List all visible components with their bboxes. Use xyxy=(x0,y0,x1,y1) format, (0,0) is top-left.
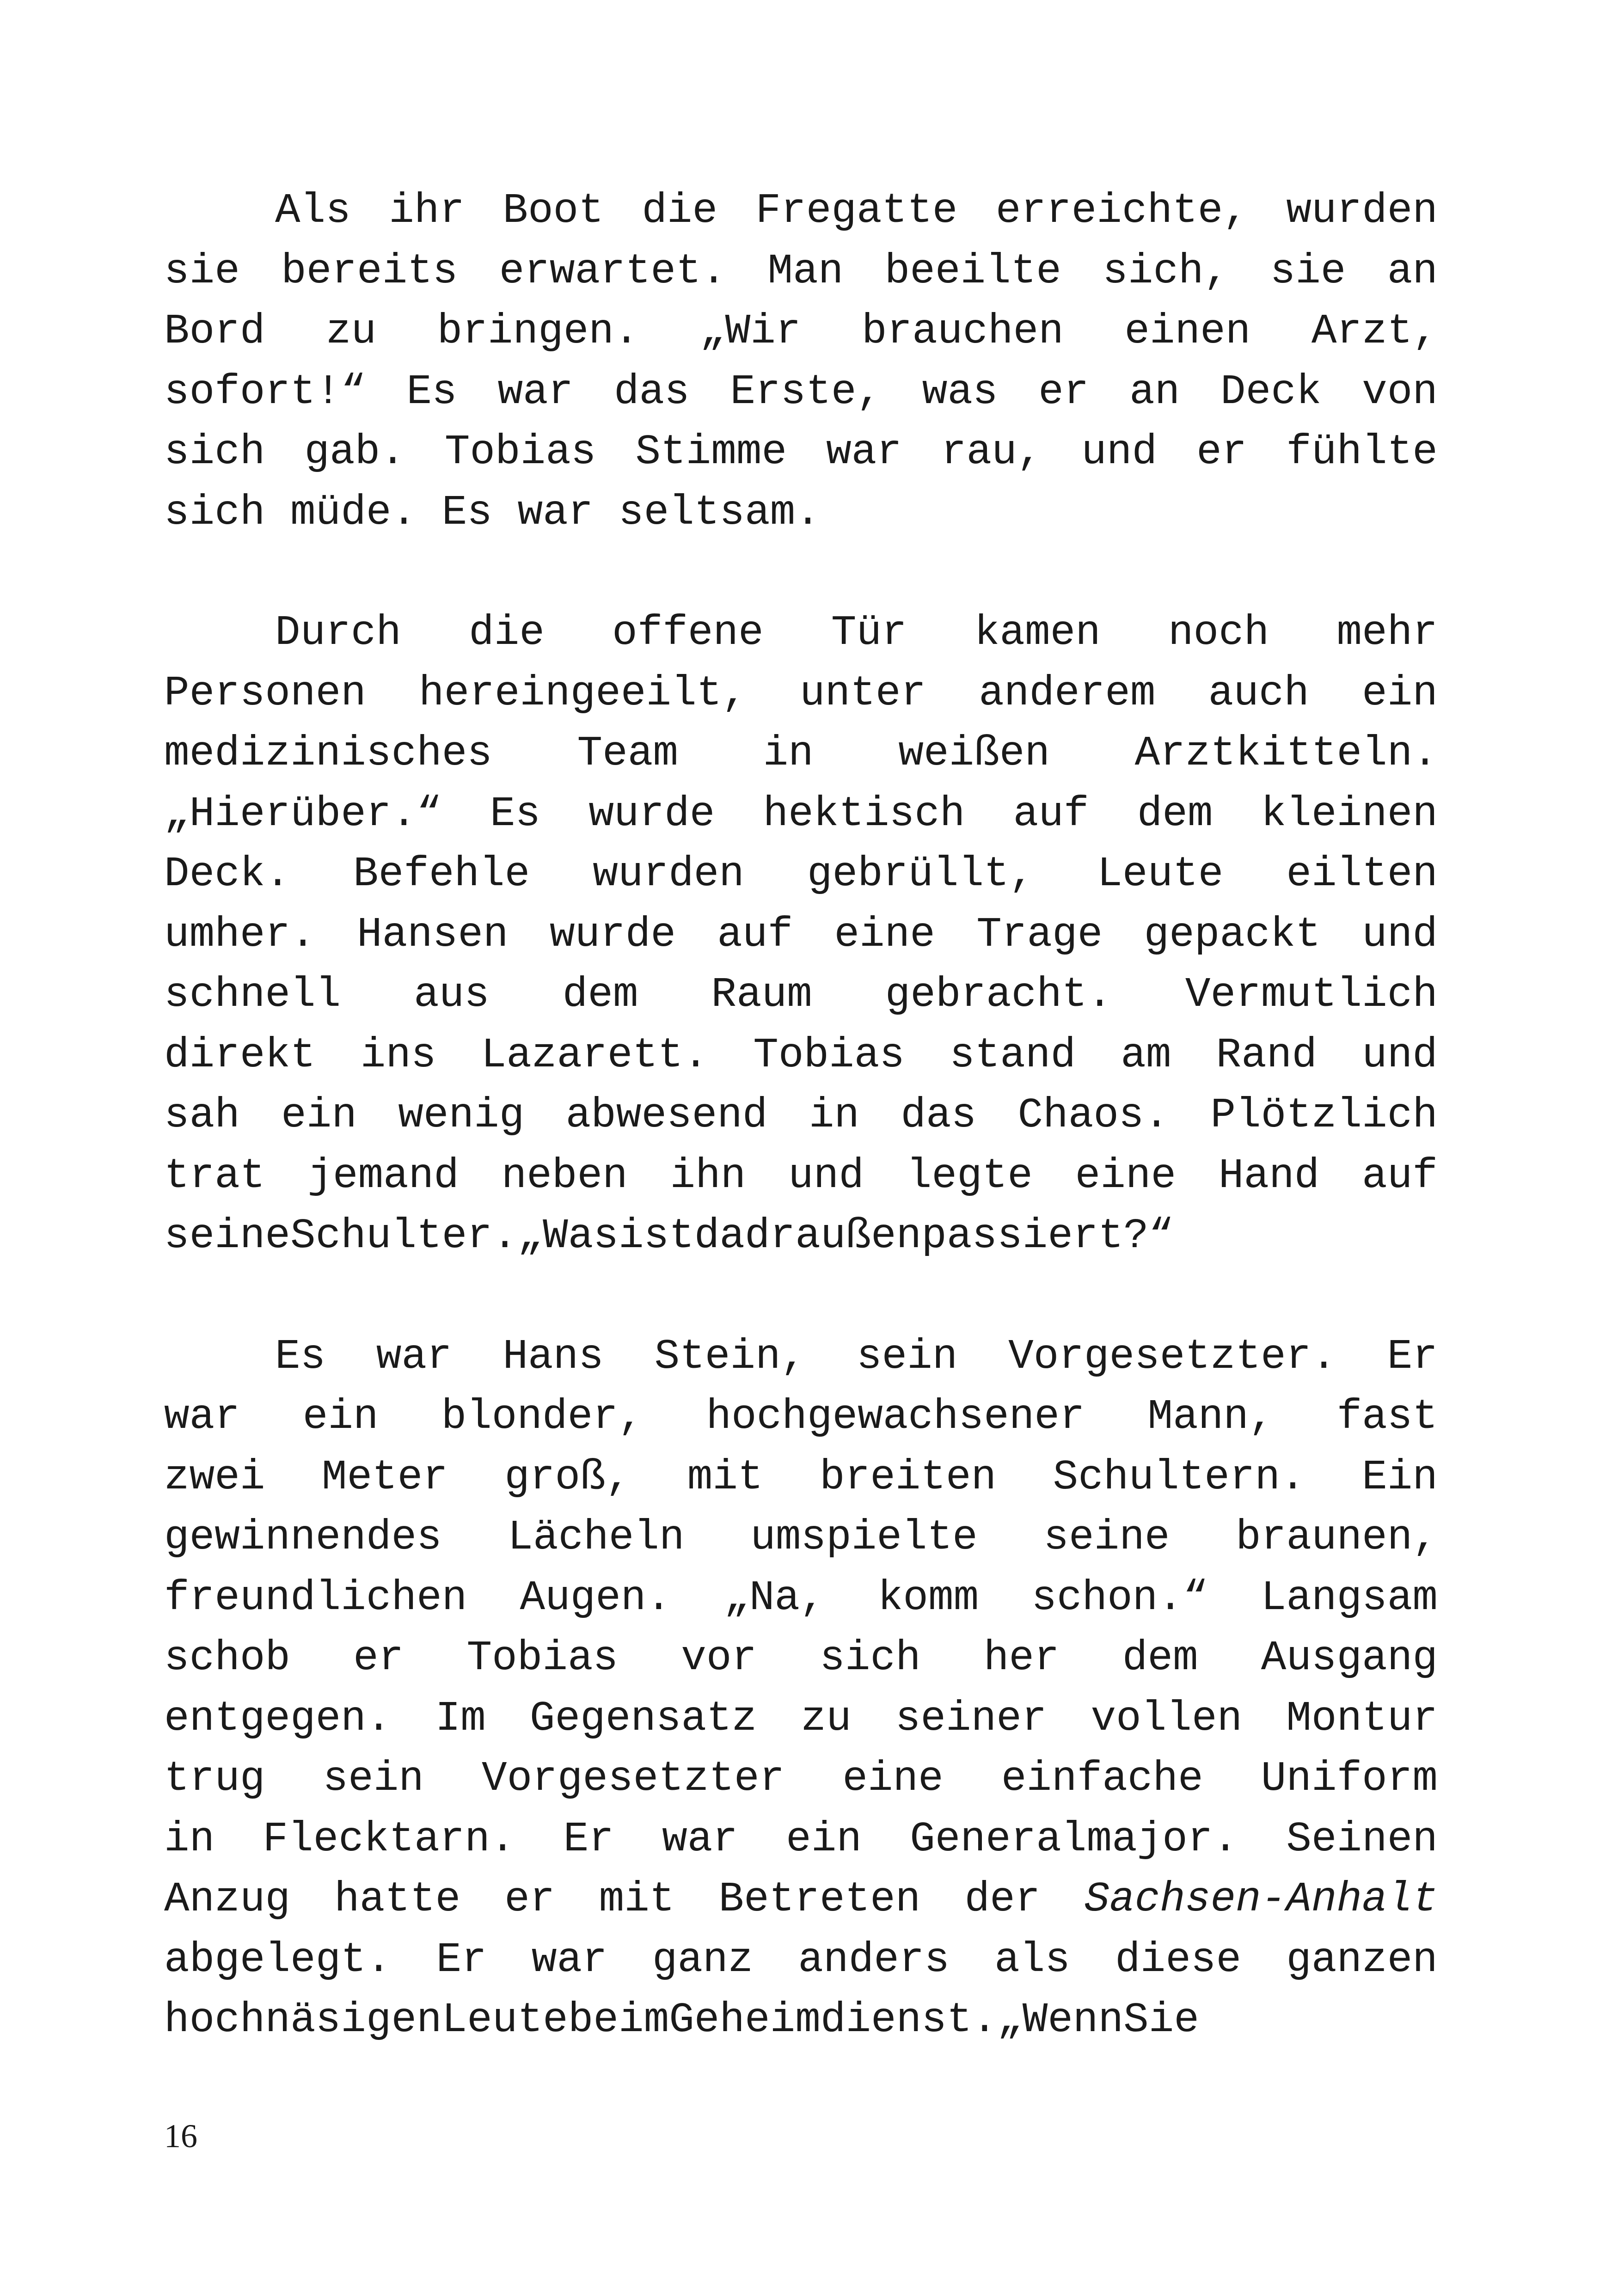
word: eine xyxy=(842,1755,944,1803)
word: Arzt, xyxy=(1311,308,1438,355)
word: anders xyxy=(798,1936,950,1984)
word: wurden xyxy=(593,851,744,898)
word: Hans xyxy=(503,1333,604,1381)
word: draußen xyxy=(745,1212,922,1260)
paragraph xyxy=(164,603,1438,1267)
word: gebrüllt, xyxy=(807,851,1035,898)
word: mit xyxy=(599,1876,675,1923)
word: beeilte xyxy=(884,247,1061,295)
word: her xyxy=(983,1635,1060,1682)
word: Lächeln xyxy=(508,1514,685,1561)
word: wenig xyxy=(398,1092,525,1139)
word: diese xyxy=(1115,1936,1242,1984)
word: Stein, xyxy=(654,1333,806,1381)
word: neben xyxy=(501,1152,628,1200)
word: Befehle xyxy=(353,851,530,898)
word: Im xyxy=(435,1695,486,1743)
word: offene xyxy=(612,609,764,657)
word: Sie xyxy=(1123,1996,1199,2044)
word: ein xyxy=(786,1815,862,1863)
word: direkt xyxy=(164,1031,316,1079)
text-line xyxy=(164,664,1438,724)
word: kamen xyxy=(974,609,1101,657)
word: Hansen xyxy=(356,911,509,959)
word: Leute xyxy=(1097,851,1224,898)
word: trat xyxy=(164,1152,265,1200)
word: mit xyxy=(687,1453,763,1501)
word: umher. xyxy=(164,911,316,959)
text-line xyxy=(164,1930,1438,1991)
word: Bord xyxy=(164,308,265,355)
word: seine xyxy=(1043,1514,1170,1561)
word: und xyxy=(1362,911,1438,959)
word: unter xyxy=(800,669,926,717)
word: bringen. xyxy=(437,308,639,355)
text-line xyxy=(164,603,1438,664)
word: Stimme xyxy=(635,429,787,476)
word: Flecktarn. xyxy=(263,1815,515,1863)
word: er xyxy=(353,1635,404,1682)
word: Es xyxy=(275,1333,326,1381)
word: dem xyxy=(562,971,638,1019)
word: hatte xyxy=(334,1876,461,1923)
word: Chaos. xyxy=(1017,1092,1170,1139)
word: „Hierüber.“ xyxy=(164,790,442,838)
word: Erste, xyxy=(730,368,882,416)
word: rau, xyxy=(941,429,1042,476)
word: hochnäsigen xyxy=(164,1996,442,2044)
word: auch xyxy=(1208,669,1310,717)
word: war xyxy=(826,429,902,476)
word: Ausgang xyxy=(1261,1635,1438,1682)
word: Trage xyxy=(976,911,1103,959)
word: legte xyxy=(906,1152,1033,1200)
word: gebracht. xyxy=(885,971,1113,1019)
word: Anzug xyxy=(164,1876,291,1923)
word: Deck xyxy=(1220,368,1322,416)
word: weißen xyxy=(898,730,1050,778)
word: Generalmajor. xyxy=(910,1815,1238,1863)
word: sie xyxy=(1270,247,1346,295)
word: Arztkitteln. xyxy=(1134,730,1438,778)
word: blonder, xyxy=(441,1393,644,1441)
word: die xyxy=(642,187,718,235)
word: fast xyxy=(1336,1393,1438,1441)
word: Vorgesetzter. xyxy=(1008,1333,1337,1381)
word: Tobias xyxy=(753,1031,905,1079)
word: „Na, xyxy=(724,1574,825,1622)
word: sich müde. Es war seltsam. xyxy=(164,489,821,537)
word: ein xyxy=(1362,669,1438,717)
word: das xyxy=(613,368,690,416)
word: mehr xyxy=(1336,609,1438,657)
word: auf xyxy=(717,911,793,959)
text-line xyxy=(164,1448,1438,1508)
word: vollen xyxy=(1091,1695,1243,1743)
text-line xyxy=(164,181,1438,242)
word: war xyxy=(662,1815,738,1863)
text-line xyxy=(164,1146,1438,1207)
word: Raum xyxy=(711,971,812,1019)
text-line xyxy=(164,724,1438,784)
word: wurde xyxy=(549,911,676,959)
word: die xyxy=(469,609,545,657)
word: Ein xyxy=(1362,1453,1438,1501)
word: anderem xyxy=(979,669,1156,717)
word: Es xyxy=(490,790,541,838)
word: Er xyxy=(1387,1333,1438,1381)
text-line xyxy=(164,362,1438,423)
word: stand xyxy=(950,1031,1076,1079)
word: da xyxy=(694,1212,745,1260)
word: vor xyxy=(681,1635,757,1682)
text-line xyxy=(164,1810,1438,1870)
word: dem xyxy=(1122,1635,1198,1682)
text-line xyxy=(164,845,1438,905)
word: Durch xyxy=(275,609,402,657)
word: und xyxy=(1081,429,1158,476)
word: Vermutlich xyxy=(1185,971,1438,1019)
word: in xyxy=(164,1815,215,1863)
text-line xyxy=(164,242,1438,302)
word: Vorgesetzter xyxy=(481,1755,785,1803)
word: breiten xyxy=(819,1453,997,1501)
text-line xyxy=(164,1990,1438,2051)
word: seiner xyxy=(895,1695,1047,1743)
word: Boot xyxy=(503,187,604,235)
word: Fregatte xyxy=(755,187,958,235)
word: jemand xyxy=(307,1152,459,1200)
word: ganz xyxy=(652,1936,754,1984)
word: fühlte xyxy=(1286,429,1438,476)
word: Schultern. xyxy=(1053,1453,1305,1501)
word: „Wenn xyxy=(997,1996,1124,2044)
text-line xyxy=(164,1568,1438,1629)
text-line xyxy=(164,1086,1438,1146)
word: sich xyxy=(164,429,265,476)
word: schon.“ xyxy=(1031,1574,1208,1622)
word: und xyxy=(1362,1031,1438,1079)
word: Tobias xyxy=(444,429,596,476)
word: hektisch xyxy=(763,790,965,838)
word: Mann, xyxy=(1147,1393,1274,1441)
word: aus xyxy=(414,971,490,1019)
word: sich, xyxy=(1103,247,1229,295)
text-line xyxy=(164,483,1438,544)
word: einen xyxy=(1124,308,1251,355)
text-line xyxy=(164,1387,1438,1448)
text-line xyxy=(164,1508,1438,1568)
word: sofort!“ xyxy=(164,368,366,416)
word: ein xyxy=(302,1393,379,1441)
word: zu xyxy=(325,308,377,355)
word: Rand xyxy=(1216,1031,1317,1079)
word: auf xyxy=(1013,790,1089,838)
word: das xyxy=(901,1092,977,1139)
word: Uniform xyxy=(1261,1755,1438,1803)
word: brauchen xyxy=(861,308,1064,355)
word: erwartet. xyxy=(499,247,727,295)
word: an xyxy=(1129,368,1180,416)
word: beim xyxy=(568,1996,669,2044)
text-line xyxy=(164,1026,1438,1086)
word: schob xyxy=(164,1635,291,1682)
word: Als xyxy=(275,187,351,235)
word: Tobias xyxy=(466,1635,619,1682)
word: trug xyxy=(164,1755,265,1803)
word: abwesend xyxy=(565,1092,768,1139)
page-number: 16 xyxy=(164,2118,197,2155)
word: und xyxy=(788,1152,864,1200)
word: Langsam xyxy=(1261,1574,1438,1622)
word: als xyxy=(994,1936,1070,1984)
text-line xyxy=(164,965,1438,1026)
word: Es xyxy=(406,368,457,416)
word: seine xyxy=(164,1212,291,1260)
book-page-body xyxy=(164,181,1438,2111)
word: in xyxy=(763,730,814,778)
text-line xyxy=(164,784,1438,845)
word: in xyxy=(809,1092,860,1139)
word: kleinen xyxy=(1261,790,1438,838)
word: Lazarett. xyxy=(481,1031,709,1079)
word: Montur xyxy=(1286,1695,1438,1743)
word: abgelegt. xyxy=(164,1936,392,1984)
word: auf xyxy=(1362,1152,1438,1200)
word: er xyxy=(1038,368,1089,416)
word: ganzen xyxy=(1286,1936,1438,1984)
word: was xyxy=(922,368,998,416)
text-line xyxy=(164,1689,1438,1750)
word: war xyxy=(164,1393,240,1441)
word: umspielte xyxy=(750,1514,978,1561)
word: hochgewachsener xyxy=(706,1393,1085,1441)
word: Hand xyxy=(1218,1152,1320,1200)
word: gepackt xyxy=(1144,911,1321,959)
word: Er xyxy=(563,1815,614,1863)
word: Tür xyxy=(831,609,907,657)
word: „Wir xyxy=(700,308,801,355)
word: Schulter. xyxy=(290,1212,518,1260)
word: Augen. xyxy=(520,1574,672,1622)
word: wurden xyxy=(1286,187,1438,235)
text-line xyxy=(164,1749,1438,1810)
paragraph xyxy=(164,181,1438,543)
word: gewinnendes xyxy=(164,1514,442,1561)
word: der xyxy=(964,1876,1041,1923)
word: war xyxy=(376,1333,452,1381)
word: eilten xyxy=(1286,851,1438,898)
word: am xyxy=(1121,1031,1171,1079)
word: Plötzlich xyxy=(1210,1092,1438,1139)
word: hereingeeilt, xyxy=(419,669,747,717)
text-line xyxy=(164,422,1438,483)
word: zwei xyxy=(164,1453,265,1501)
word: er xyxy=(504,1876,555,1923)
word: Deck. xyxy=(164,851,291,898)
word: passiert?“ xyxy=(921,1212,1174,1260)
word: war xyxy=(531,1936,607,1984)
word: von xyxy=(1362,368,1438,416)
word: noch xyxy=(1168,609,1269,657)
word: sie xyxy=(164,247,240,295)
word: medizinisches xyxy=(164,730,492,778)
word: „Was xyxy=(517,1212,619,1260)
word: ein xyxy=(281,1092,357,1139)
word: er xyxy=(1196,429,1247,476)
word: eine xyxy=(1075,1152,1177,1200)
word: ins xyxy=(360,1031,436,1079)
word: freundlichen xyxy=(164,1574,467,1622)
word: eine xyxy=(834,911,935,959)
word: sah xyxy=(164,1092,240,1139)
word: komm xyxy=(877,1574,979,1622)
word: entgegen. xyxy=(164,1695,392,1743)
word: sein xyxy=(323,1755,424,1803)
text-line xyxy=(164,1870,1438,1930)
word: dem xyxy=(1137,790,1213,838)
word: Leute xyxy=(441,1996,568,2044)
word: zu xyxy=(801,1695,852,1743)
word: sich xyxy=(820,1635,921,1682)
word: Personen xyxy=(164,669,366,717)
text-line xyxy=(164,302,1438,362)
word: einfache xyxy=(1001,1755,1203,1803)
word: gab. xyxy=(304,429,405,476)
word: Team xyxy=(577,730,678,778)
word: Seinen xyxy=(1286,1815,1438,1863)
word: an xyxy=(1387,247,1438,295)
word: sein xyxy=(856,1333,958,1381)
word: Sachsen-Anhalt xyxy=(1084,1876,1438,1923)
word: groß, xyxy=(504,1453,631,1501)
word: ihn xyxy=(670,1152,746,1200)
word: erreichte, xyxy=(995,187,1248,235)
word: wurde xyxy=(588,790,715,838)
word: Meter xyxy=(321,1453,448,1501)
word: Man xyxy=(767,247,844,295)
word: Er xyxy=(436,1936,487,1984)
text-line xyxy=(164,905,1438,966)
word: bereits xyxy=(281,247,458,295)
word: braunen, xyxy=(1236,1514,1438,1561)
text-line xyxy=(164,1206,1438,1267)
text-line xyxy=(164,1629,1438,1689)
word: schnell xyxy=(164,971,341,1019)
word: Geheimdienst. xyxy=(669,1996,998,2044)
word: ist xyxy=(618,1212,694,1260)
word: war xyxy=(497,368,574,416)
word: ihr xyxy=(389,187,465,235)
word: Betreten xyxy=(718,1876,921,1923)
paragraph xyxy=(164,1327,1438,2051)
word: Gegensatz xyxy=(529,1695,757,1743)
text-line xyxy=(164,1327,1438,1388)
